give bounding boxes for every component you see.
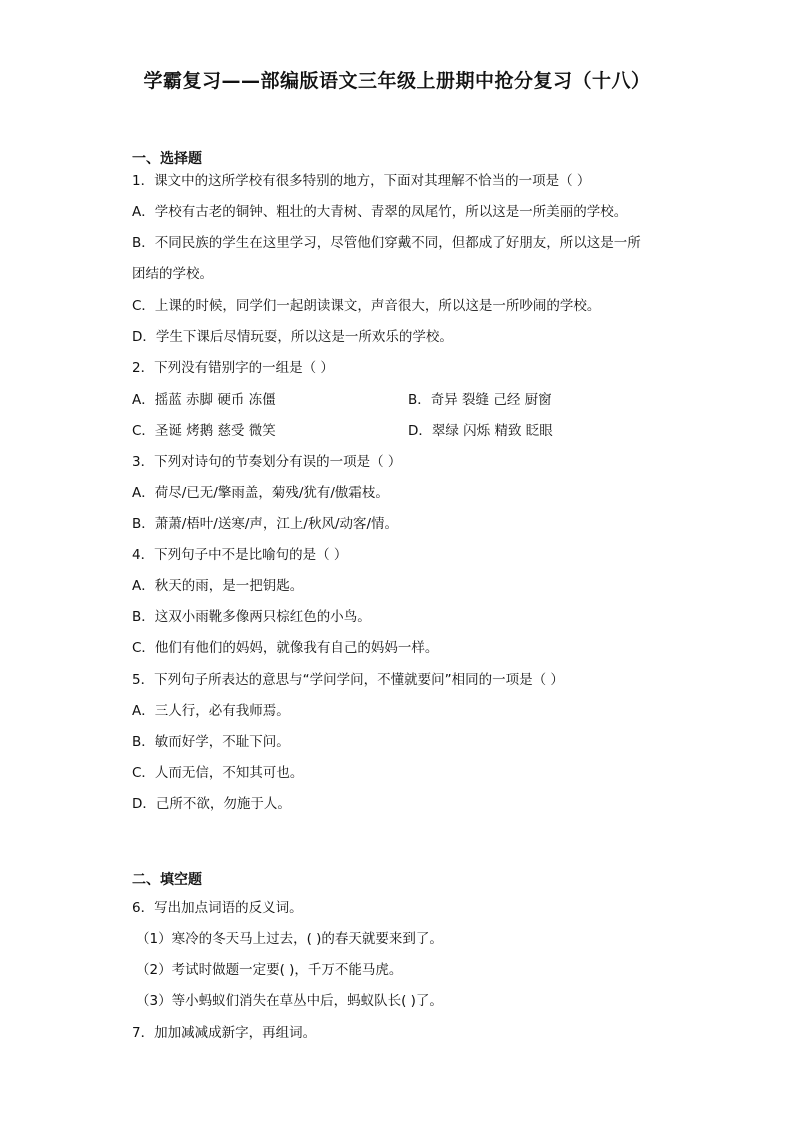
question-1-option-a: A．学校有古老的铜钟、粗壮的大青树、青翠的凤尾竹，所以这是一所美丽的学校。 [132,204,628,220]
question-2-option-d: D．翠绿 闪烁 精致 眨眼 [408,423,553,439]
question-3-option-b: B．萧萧/梧叶/送寒/声，江上/秋风/动客/情。 [132,516,399,532]
question-4-option-c: C．他们有他们的妈妈，就像我有自己的妈妈一样。 [132,640,439,656]
question-1-stem: 1．课文中的这所学校有很多特别的地方，下面对其理解不恰当的一项是（ ） [132,173,591,189]
section-heading-fill: 二、填空题 [132,872,202,888]
question-2-option-b: B．奇异 裂缝 己经 厨窗 [408,392,552,408]
question-5-option-b: B．敏而好学，不耻下问。 [132,734,290,750]
question-4-stem: 4．下列句子中不是比喻句的是（ ） [132,547,348,563]
question-4-option-a: A．秋天的雨，是一把钥匙。 [132,578,304,594]
question-4-option-b: B．这双小雨靴多像两只棕红色的小鸟。 [132,609,371,625]
question-6-stem: 6．写出加点词语的反义词。 [132,900,303,916]
question-6-item-3: （3）等小蚂蚁们消失在草丛中后，蚂蚁队长( )了。 [136,993,443,1009]
question-3-stem: 3．下列对诗句的节奏划分有误的一项是（ ） [132,454,402,470]
question-7-stem: 7．加加减减成新字，再组词。 [132,1025,317,1041]
question-5-stem: 5．下列句子所表达的意思与“学问学问，不懂就要问”相同的一项是（ ） [132,672,564,688]
question-5-option-d: D．己所不欲，勿施于人。 [132,796,291,812]
question-6-item-1: （1）寒冷的冬天马上过去，( )的春天就要来到了。 [136,931,443,947]
question-2-stem: 2．下列没有错别字的一组是（ ） [132,360,334,376]
question-1-option-c: C．上课的时候，同学们一起朗读课文，声音很大，所以这是一所吵闹的学校。 [132,298,601,314]
question-2-option-a: A．摇蓝 赤脚 硬币 冻僵 [132,392,276,408]
question-2-option-c: C．圣诞 烤鹅 慈受 微笑 [132,423,276,439]
question-5-option-c: C．人而无信，不知其可也。 [132,765,304,781]
question-1-option-b: B．不同民族的学生在这里学习，尽管他们穿戴不同，但都成了好朋友，所以这是一所 [132,235,641,251]
page-title: 学霸复习——部编版语文三年级上册期中抢分复习（十八） [143,70,651,92]
question-1-option-b-cont: 团结的学校。 [132,266,213,282]
question-6-item-2: （2）考试时做题一定要( )，千万不能马虎。 [136,962,403,978]
section-heading-choice: 一、选择题 [132,151,202,167]
question-3-option-a: A．荷尽/已无/擎雨盖，菊残/犹有/傲霜枝。 [132,485,389,501]
question-1-option-d: D．学生下课后尽情玩耍，所以这是一所欢乐的学校。 [132,329,453,345]
question-5-option-a: A．三人行，必有我师焉。 [132,703,290,719]
